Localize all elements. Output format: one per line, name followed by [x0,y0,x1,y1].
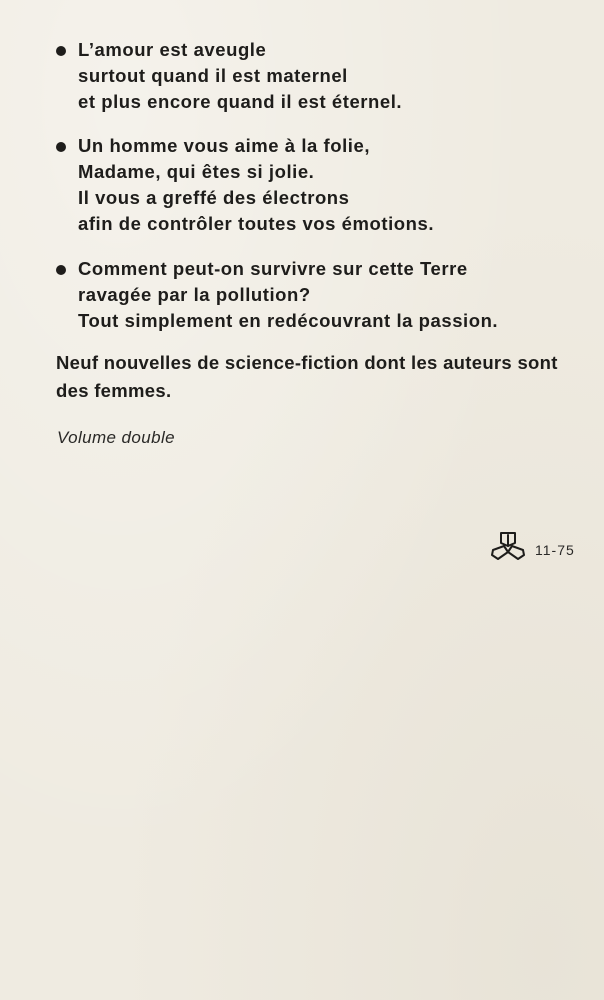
bullet-icon [56,142,66,152]
blurb-text: Neuf nouvelles de science-fiction dont les auteurs sont des femmes. [56,352,558,401]
stanza-line: et plus encore quand il est éternel. [78,91,403,112]
stanza-line: ravagée par la pollution? [78,284,311,305]
catalog-code: 11-75 [535,542,575,558]
stanza-line: Un homme vous aime à la folie, [78,135,371,156]
bullet-icon [56,265,66,275]
stanza-line: Madame, qui êtes si jolie. [78,161,315,182]
stanza-line: surtout quand il est maternel [78,65,348,86]
book-flower-icon [490,530,526,564]
bullet-icon [56,46,66,56]
volume-label: Volume double [57,428,175,447]
stanza-line: L’amour est aveugle [78,39,267,60]
stanza-line: afin de contrôler toutes vos émotions. [78,213,435,234]
stanza-line: Comment peut-on survivre sur cette Terre [78,258,468,279]
stanza-line: Il vous a greffé des électrons [78,187,350,208]
stanza-line: Tout simplement en redécouvrant la passion. [78,310,499,331]
